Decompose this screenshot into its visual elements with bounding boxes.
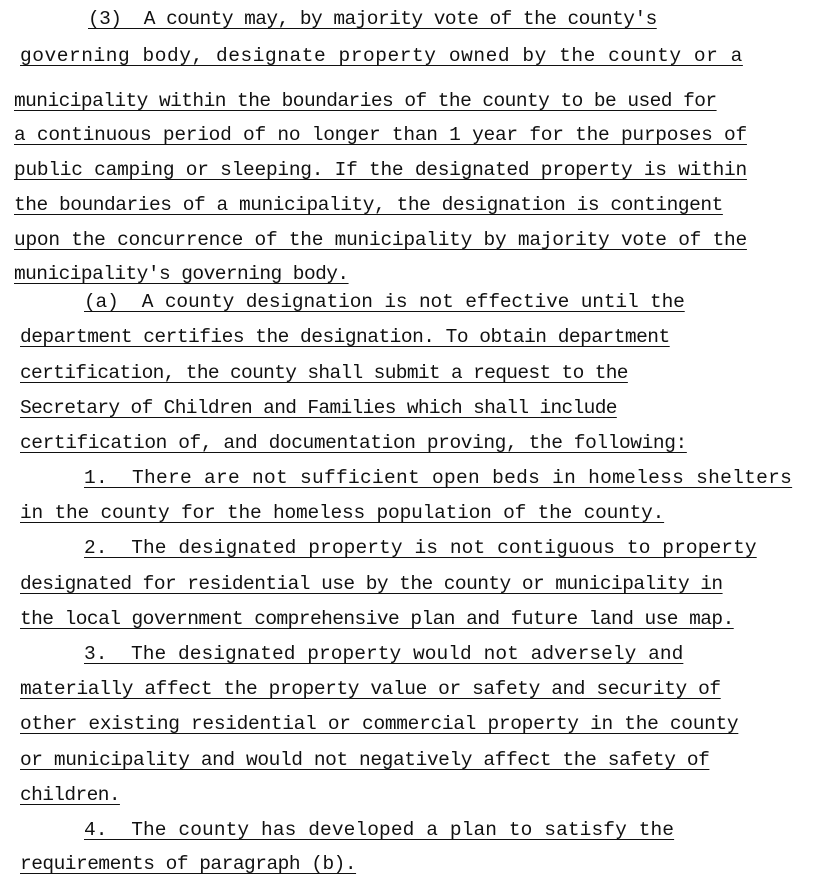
text-line: 4. The county has developed a plan to satisfy the bbox=[84, 819, 675, 841]
text-line: public camping or sleeping. If the designated property is within bbox=[14, 159, 747, 181]
text-line: Secretary of Children and Families which shall include bbox=[20, 397, 617, 419]
text-line: in the county for the homeless population of the county. bbox=[20, 502, 665, 524]
text-line: municipality's governing body. bbox=[14, 263, 349, 285]
text-line: upon the concurrence of the municipality by majority vote of the bbox=[14, 229, 747, 251]
text-line: department certifies the designation. To obtain department bbox=[20, 326, 670, 348]
text-line: certification, the county shall submit a request to the bbox=[20, 362, 628, 384]
text-line: children. bbox=[20, 784, 120, 806]
text-line: the local government comprehensive plan and future land use map. bbox=[20, 608, 734, 630]
text-line: 2. The designated property is not contiguous to property bbox=[84, 537, 757, 559]
text-line: 3. The designated property would not adversely and bbox=[84, 643, 684, 665]
text-line: 1. There are not sufficient open beds in homeless shelters bbox=[84, 467, 793, 489]
text-line: governing body, designate property owned by the county or a bbox=[20, 45, 743, 67]
text-line: the boundaries of a municipality, the designation is contingent bbox=[14, 194, 723, 216]
text-line: a continuous period of no longer than 1 year for the purposes of bbox=[14, 124, 747, 146]
text-line: or municipality and would not negatively affect the safety of bbox=[20, 749, 710, 771]
text-line: other existing residential or commercial property in the county bbox=[20, 713, 739, 735]
text-line: materially affect the property value or safety and security of bbox=[20, 678, 721, 700]
text-line: municipality within the boundaries of the county to be used for bbox=[14, 90, 717, 112]
text-line: (a) A county designation is not effective until the bbox=[84, 291, 685, 313]
text-line: designated for residential use by the county or municipality in bbox=[20, 573, 723, 595]
text-line: (3) A county may, by majority vote of the county's bbox=[88, 8, 657, 30]
text-line: certification of, and documentation proving, the following: bbox=[20, 432, 687, 454]
text-line: requirements of paragraph (b). bbox=[20, 853, 357, 875]
